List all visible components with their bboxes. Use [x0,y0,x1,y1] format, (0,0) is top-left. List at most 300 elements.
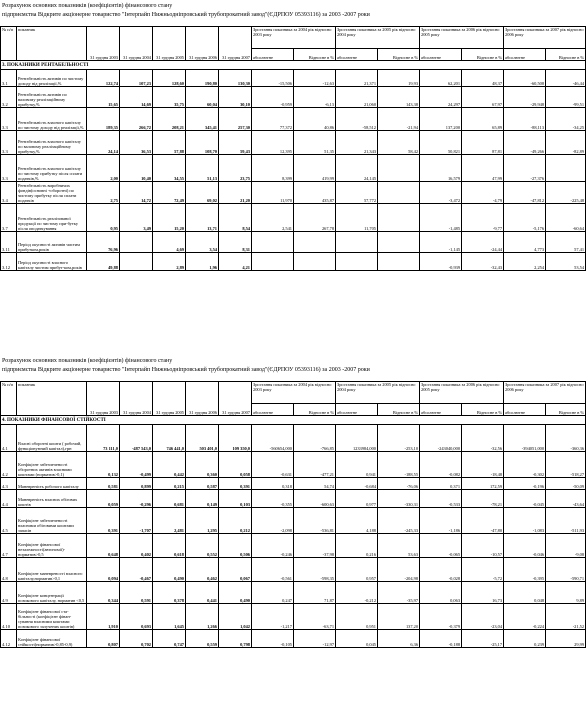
table-row [1,232,586,253]
rentability-block [0,2,585,271]
header-change: Зростання показника за 2007 рік відносно 2006 року [504,382,586,404]
year-value: 15,65 [87,87,120,108]
year-value: 1,96 [186,253,219,271]
absolute-change: 0,239 [504,630,546,648]
header-year: 31 грудня 2005 [153,382,186,416]
row-number: 3.11 [1,232,17,253]
year-value: 0,490 [219,582,252,604]
indicator-name: Маневреність власних обігових коштів [17,490,87,508]
relative-change: -245,33 [378,508,420,534]
absolute-change: 50,821 [420,131,462,155]
indicator-name: Рентабельність активів по валовому реалізаційному прибутку,% [17,87,87,108]
absolute-change [336,253,378,271]
year-value [120,253,153,271]
relative-change: 172,59 [462,478,504,490]
relative-change: -9,77 [462,204,504,232]
absolute-change: -0,355 [252,490,294,508]
absolute-change: 8,399 [252,155,294,182]
absolute-change: 11,705 [336,204,378,232]
year-value: 0,95 [87,204,120,232]
relative-change [378,182,420,204]
header-relative: Відносне в % [378,404,420,416]
header-year: 31 грудня 2007 [219,27,252,61]
year-value: 14,72 [120,182,153,204]
row-number: 3.3 [1,155,17,182]
table-row [1,204,586,232]
row-number: 4.8 [1,558,17,582]
absolute-change: -0,684 [336,478,378,490]
year-value: 0,149 [186,490,219,508]
year-value: 0,618 [153,534,186,558]
relative-change: -511,93 [546,508,586,534]
relative-change: -204,98 [378,558,420,582]
year-value: 15,20 [153,204,186,232]
relative-change: 29,99 [546,630,586,648]
absolute-change: 0,951 [336,604,378,630]
year-value: 266,72 [120,108,153,131]
absolute-change: -0,561 [252,558,294,582]
year-value: 746 441,0 [153,425,186,452]
absolute-change: -0,188 [420,630,462,648]
relative-change: -536,81 [294,508,336,534]
relative-change: -766,85 [294,425,336,452]
indicator-name: Коефіцієнт концентрації позикового капіталу, норматив <0,5 [17,582,87,604]
year-value: 109 350,0 [219,425,252,452]
year-value: 51,13 [186,155,219,182]
year-value: 0,681 [153,490,186,508]
relative-change [378,204,420,232]
table-row [1,558,586,582]
year-value: 0,132 [87,452,120,478]
relative-change: 71,87 [294,582,336,604]
year-value: 1,266 [186,604,219,630]
relative-change: -21,52 [546,604,586,630]
relative-change: -18,48 [462,452,504,478]
year-value: 35,75 [153,87,186,108]
relative-change: 9,89 [546,582,586,604]
indicator-name: Коефіцієнт фінансової незалежності(автономії)- норматив>0,5 [17,534,87,558]
table-row [1,155,586,182]
year-value: 36,53 [120,131,153,155]
absolute-change: -0,045 [504,490,546,508]
header-change: Зростання показника за 2004 рік відносно 2003 року [252,27,336,49]
year-value: 0,215 [153,478,186,490]
year-value: -487 543,0 [120,425,153,452]
year-value: 24,14 [87,131,120,155]
absolute-change [336,232,378,253]
absolute-change: -29,948 [504,87,546,108]
relative-change: 19,93 [378,70,420,87]
year-value: 1,645 [153,604,186,630]
relative-change: -253,10 [378,425,420,452]
absolute-change: 21,343 [336,131,378,155]
indicator-name: Рентабельність виробничих фондів(основні +оборотні) по чистому прибутку після сплати податків [17,182,87,204]
indicator-name: Коефіцієнт фінансової ста-більності (коефіцієнт фінан-сування власними коштами позикового залучених коштів) [17,604,87,630]
relative-change: 435,87 [294,182,336,204]
relative-change [378,253,420,271]
year-value: 128,60 [153,70,186,87]
year-value: 0,702 [120,630,153,648]
header-indicator: показник [17,382,87,416]
absolute-change: -0,065 [420,534,462,558]
relative-change: -188,55 [378,452,420,478]
year-value: 0,344 [87,582,120,604]
year-value: 72,49 [153,182,186,204]
year-value: 190,80 [186,70,219,87]
relative-change: -60,64 [546,204,586,232]
header-number: № п/п [1,382,17,416]
year-value: 0,462 [186,558,219,582]
year-value: 23,75 [219,155,252,182]
relative-change: 57,41 [546,232,586,253]
relative-change: -360,36 [546,425,586,452]
absolute-change: -1,145 [420,232,462,253]
relative-change: -518,27 [546,452,586,478]
indicator-name: Рентабельність власного капіталу по чистому доходу від реалізації,% [17,108,87,131]
year-value: 0,094 [87,558,120,582]
absolute-change: -394051,000 [504,425,546,452]
year-value: 0,747 [153,630,186,648]
year-value: 73 111,0 [87,425,120,452]
header-year: 31 грудня 2004 [120,27,153,61]
relative-change [378,232,420,253]
absolute-change: -0,631 [252,452,294,478]
stability-block [0,357,585,648]
row-number: 4.2 [1,452,17,478]
header-relative: Відносне в % [462,49,504,61]
relative-change: -32,56 [462,425,504,452]
year-value: 8,31 [219,232,252,253]
absolute-change: 0,045 [336,630,378,648]
absolute-change [252,232,294,253]
absolute-change: 16,579 [420,155,462,182]
relative-change: 87,81 [462,131,504,155]
stability-table [0,381,586,648]
table-row [1,478,586,490]
section-title: 3. ПОКАЗНИКИ РЕНТАБЕЛЬНОСТІ [1,61,586,70]
absolute-change: -0,302 [504,452,546,478]
header-absolute: абсолютне [336,404,378,416]
year-value: 60,04 [186,87,219,108]
year-value: 0,693 [120,604,153,630]
absolute-change: 77,372 [252,108,294,131]
header-number: № п/п [1,27,17,61]
relative-change [294,253,336,271]
indicator-name: Коефіцієнт фінансової стійкості(норматив>0,85-0,9) [17,630,87,648]
absolute-change: -0,395 [504,558,546,582]
absolute-change: 0,048 [504,582,546,604]
table-row [1,582,586,604]
relative-change: -4,79 [462,182,504,204]
absolute-change: 24,297 [420,87,462,108]
year-value: 4,21 [219,253,252,271]
absolute-change: -27,376 [504,155,546,182]
relative-change: -598,35 [294,558,336,582]
indicator-name: Коефіцієнт маневреності власного капіталу,норматив>0,1 [17,558,87,582]
row-number: 4.10 [1,604,17,630]
row-number: 3.12 [1,253,17,271]
year-value: 0,402 [120,534,153,558]
header-absolute: абсолютне [504,49,546,61]
year-value: 0,807 [87,630,120,648]
absolute-change: -0,379 [420,604,462,630]
indicator-name: Коефіцієнт забезпеченості власними обіговими коштами запасів [17,508,87,534]
row-number: 3.3 [1,108,17,131]
relative-change: 48,37 [462,70,504,87]
year-value: 0,391 [219,478,252,490]
header-relative: Відносне в % [294,404,336,416]
year-value: 108,70 [186,131,219,155]
year-value: 13,71 [186,204,219,232]
absolute-change: -0,082 [420,452,462,478]
relative-change: -34,25 [546,108,586,131]
absolute-change: -1,083 [504,508,546,534]
absolute-change: -2,098 [252,508,294,534]
header-change: Зростання показника за 2004 рік відносно 2003 року [252,382,336,404]
header-absolute: абсолютне [336,49,378,61]
relative-change: 137,20 [378,604,420,630]
relative-change: -63,71 [294,604,336,630]
year-value: 0,059 [87,490,120,508]
year-value: 1,295 [186,508,219,534]
year-value: 0,587 [186,478,219,490]
year-value: 49,88 [87,253,120,271]
caption-company: підприємства Відкрите акціонерне товариство "Інтерпайп Нижньодніпровський трубопрокатний завод"(ЄДРПОУ 05393116) за 2003 -2007 роки [2,12,370,18]
header-indicator: показник [17,27,87,61]
indicator-name: Рентабельність власного капіталу по валовому реалізаційному прибутку,% [17,131,87,155]
year-value: 3,49 [120,204,153,232]
absolute-change: 62,201 [420,70,462,87]
year-value: 2,481 [153,508,186,534]
header-year: 31 грудня 2004 [120,382,153,416]
indicator-name: Період окупності власного капіталу чистим прибут-ком,років [17,253,87,271]
absolute-change: -0,246 [252,534,294,558]
absolute-change: 1233984,000 [336,425,378,452]
absolute-change: -560654,000 [252,425,294,452]
table-row [1,508,586,534]
table-row [1,604,586,630]
year-value: 189,35 [87,108,120,131]
absolute-change: 0,318 [252,478,294,490]
relative-change: 143,38 [378,87,420,108]
absolute-change: -0,028 [420,558,462,582]
relative-change: -23,04 [462,604,504,630]
absolute-change: 2,541 [252,204,294,232]
relative-change: -12,97 [294,630,336,648]
absolute-change: -1,217 [252,604,294,630]
year-value: 0,378 [153,582,186,604]
year-value: 8,54 [219,204,252,232]
year-value: 4,69 [153,232,186,253]
year-value: 34,55 [153,155,186,182]
header-change: Зростання показника за 2005 рік відносно 2004 року [336,27,420,49]
year-value: 0,581 [87,478,120,490]
year-value: 2,75 [87,182,120,204]
relative-change: -477,21 [294,452,336,478]
absolute-change: 137,200 [420,108,462,131]
indicator-name: Власні оборотні кошти ( робочий, функціонуючий капітал),грн [17,425,87,452]
year-value: 0,058 [219,452,252,478]
relative-change: 51,35 [294,131,336,155]
year-value: 0,442 [153,452,186,478]
absolute-change: -0,105 [252,630,294,648]
row-number: 4.3 [1,478,17,490]
absolute-change: -0,939 [420,253,462,271]
header-relative: Відносне в % [462,404,504,416]
table-row [1,182,586,204]
year-value: 0,552 [186,534,219,558]
relative-change: -78,21 [462,490,504,508]
absolute-change: -1,186 [420,508,462,534]
relative-change: 6,36 [378,630,420,648]
row-number: 3.3 [1,131,17,155]
relative-change: -590,71 [546,558,586,582]
year-value: -0,499 [120,452,153,478]
year-value: 0,490 [153,558,186,582]
absolute-change: 0,216 [336,534,378,558]
absolute-change: -0,212 [336,582,378,604]
year-value: 76,96 [87,232,120,253]
year-value: 1,042 [219,604,252,630]
year-value: 0,103 [219,490,252,508]
absolute-change: -49,266 [504,131,546,155]
year-value: -1,707 [120,508,153,534]
relative-change: 58,42 [378,131,420,155]
year-value: 0,798 [219,630,252,648]
header-year: 31 грудня 2007 [219,382,252,416]
year-value: 0,899 [120,478,153,490]
indicator-name: Рентабельність активів по чистому доходу від реалізації,% [17,70,87,87]
relative-change: -43,64 [546,490,586,508]
row-number: 4.9 [1,582,17,604]
relative-change: 16,73 [462,582,504,604]
relative-change: 53,54 [546,253,586,271]
row-number: 3.4 [1,182,17,204]
relative-change: -82,89 [546,131,586,155]
header-year: 31 грудня 2003 [87,27,120,61]
absolute-change: 0,941 [336,452,378,478]
row-number: 4.1 [1,425,17,452]
table-row [1,534,586,558]
absolute-change: -58,512 [336,108,378,131]
relative-change: -50,09 [546,478,586,490]
header-year: 31 грудня 2005 [153,27,186,61]
relative-change: 267,78 [294,204,336,232]
indicator-name: Маневреність робочого капіталу [17,478,87,490]
year-value: 59,43 [219,131,252,155]
relative-change: -25,17 [462,630,504,648]
year-value: 0,441 [186,582,219,604]
header-change: Зростання показника за 2006 рік відносно 2005 року [420,27,504,49]
absolute-change: 11,970 [252,182,294,204]
absolute-change: 21,371 [336,70,378,87]
absolute-change: -0,196 [504,478,546,490]
absolute-change: 0,957 [336,558,378,582]
header-relative: Відносне в % [294,49,336,61]
table-row [1,131,586,155]
row-number: 3.1 [1,70,17,87]
relative-change: -5,72 [462,558,504,582]
relative-change: -330,31 [378,490,420,508]
year-value: 21,20 [219,182,252,204]
header-relative: Відносне в % [546,404,586,416]
relative-change [546,155,586,182]
year-value: 0,648 [87,534,120,558]
indicator-name: Коефіцієнт забезпеченості оборотних активів власними коштами (норматив>0,1) [17,452,87,478]
relative-change: -10,57 [462,534,504,558]
header-absolute: абсолютне [420,404,462,416]
year-value: 57,88 [153,131,186,155]
relative-change: -225,48 [546,182,586,204]
year-value: 3,54 [186,232,219,253]
absolute-change: 0,247 [252,582,294,604]
absolute-change: -15,506 [252,70,294,87]
section-title: 4. ПОКАЗНИКИ ФІНАНСОВОЇ СТІЙКОСТІ [1,416,586,425]
absolute-change: -47,812 [504,182,546,204]
relative-change: 40,86 [294,108,336,131]
year-value: 345,41 [186,108,219,131]
year-value: 0,067 [219,558,252,582]
year-value: 0,391 [87,508,120,534]
table-row [1,253,586,271]
year-value: 503 401,0 [186,425,219,452]
header-absolute: абсолютне [420,49,462,61]
year-value: 257,30 [219,108,252,131]
year-value: -0,467 [120,558,153,582]
relative-change: 65,89 [462,108,504,131]
indicator-name: Рентабельність реалізованої продукції по чистому при-бутку після оподаткування [17,204,87,232]
year-value: 107,23 [120,70,153,87]
relative-change: 67,97 [462,87,504,108]
absolute-change [252,253,294,271]
year-value: 208,21 [153,108,186,131]
year-value [120,232,153,253]
relative-change: -76,06 [378,478,420,490]
relative-change: -21,94 [378,108,420,131]
absolute-change: -0,224 [504,604,546,630]
year-value: 14,69 [120,87,153,108]
absolute-change: -0,959 [252,87,294,108]
absolute-change: 57,772 [336,182,378,204]
rentability-table [0,26,586,271]
header-absolute: абсолютне [504,404,546,416]
absolute-change: 0,371 [420,478,462,490]
absolute-change: 24,145 [336,155,378,182]
relative-change: 53,63 [378,534,420,558]
relative-change: -6,13 [294,87,336,108]
year-value: 69,02 [186,182,219,204]
relative-change: -46,44 [546,70,586,87]
year-value: 0,360 [186,452,219,478]
header-change: Зростання показника за 2005 рік відносно 2004 року [336,382,420,404]
absolute-change: -60,508 [504,70,546,87]
header-year: 31 грудня 2003 [87,382,120,416]
row-number: 4.7 [1,534,17,558]
relative-change: -32,43 [462,253,504,271]
row-number: 4.12 [1,630,17,648]
relative-change: -9,08 [546,534,586,558]
year-value: 30,10 [219,87,252,108]
table-row [1,452,586,478]
relative-change: -35,97 [378,582,420,604]
table-row [1,87,586,108]
caption-title: Розрахунок основних показників (коефіцієнтів) фінансового стану [2,358,173,364]
caption-company: підприємства Відкрите акціонерне товариство "Інтерпайп Нижньодніпровський трубопрокатний завод"(ЄДРПОУ 05393116) за 2003 -2007 роки [2,367,370,373]
header-year: 31 грудня 2006 [186,382,219,416]
absolute-change: -1,485 [420,204,462,232]
relative-change [294,232,336,253]
absolute-change: 0,977 [336,490,378,508]
